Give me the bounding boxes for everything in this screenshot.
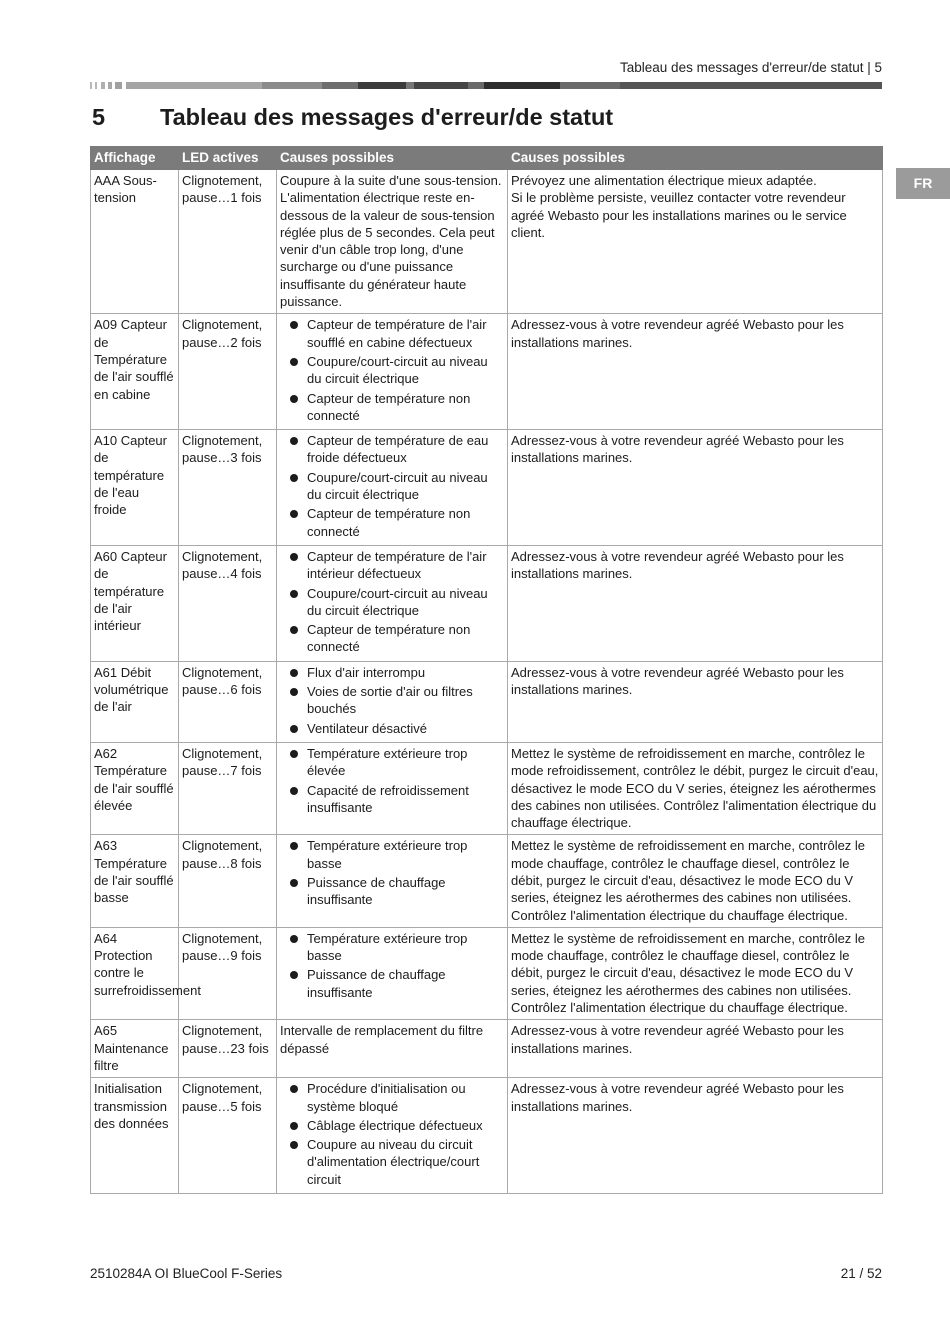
cell-led-pattern: Clignotement, pause…2 fois	[179, 314, 277, 430]
cell-led-pattern: Clignotement, pause…8 fois	[179, 835, 277, 927]
cause-item: Capteur de température non connecté	[280, 621, 504, 656]
cell-display: A63 Température de l'air soufflé basse	[91, 835, 179, 927]
cause-item: Coupure/court-circuit au niveau du circuit électrique	[280, 585, 504, 620]
causes-list	[280, 930, 504, 1001]
cell-led-pattern: Clignotement, pause…5 fois	[179, 1078, 277, 1194]
cell-causes	[277, 545, 508, 661]
cell-remedy: Adressez-vous à votre revendeur agréé Webasto pour les installations marines.	[508, 661, 883, 742]
causes-list	[280, 548, 504, 656]
cell-display: A60 Capteur de température de l'air intérieur	[91, 545, 179, 661]
column-header-display: Affichage	[91, 147, 179, 170]
cell-causes	[277, 430, 508, 546]
section-number: 5	[92, 104, 106, 130]
cell-causes	[277, 314, 508, 430]
cell-led-pattern: Clignotement, pause…7 fois	[179, 742, 277, 834]
cause-item: Coupure au niveau du circuit d'alimentation électrique/court circuit	[280, 1136, 504, 1188]
error-status-table	[90, 146, 883, 1194]
cause-item: Procédure d'initialisation ou système bloqué	[280, 1080, 504, 1115]
cell-causes: Intervalle de remplacement du filtre dépassé	[277, 1020, 508, 1078]
cause-item: Température extérieure trop élevée	[280, 745, 504, 780]
column-header-led: LED actives	[179, 147, 277, 170]
cause-item: Capteur de température non connecté	[280, 505, 504, 540]
cell-display: A61 Débit volumétrique de l'air	[91, 661, 179, 742]
cell-display: A10 Capteur de température de l'eau froide	[91, 430, 179, 546]
table-row	[91, 430, 883, 546]
cause-item: Puissance de chauffage insuffisante	[280, 966, 504, 1001]
footer-document-id: 2510284A OI BlueCool F-Series	[90, 1266, 283, 1281]
table-header-row	[91, 147, 883, 170]
cause-item: Câblage électrique défectueux	[280, 1117, 504, 1134]
cause-item: Capteur de température non connecté	[280, 390, 504, 425]
cause-item: Coupure/court-circuit au niveau du circuit électrique	[280, 353, 504, 388]
cell-remedy: Adressez-vous à votre revendeur agréé Webasto pour les installations marines.	[508, 1020, 883, 1078]
cell-causes	[277, 1078, 508, 1194]
cause-item: Coupure/court-circuit au niveau du circuit électrique	[280, 469, 504, 504]
section-title-text: Tableau des messages d'erreur/de statut	[160, 104, 614, 130]
table-row	[91, 1078, 883, 1194]
causes-list	[280, 745, 504, 816]
column-header-causes: Causes possibles	[277, 147, 508, 170]
cause-item: Capteur de température de l'air intérieur défectueux	[280, 548, 504, 583]
cell-led-pattern: Clignotement, pause…1 fois	[179, 170, 277, 314]
cause-item: Capteur de température de l'air soufflé en cabine défectueux	[280, 316, 504, 351]
causes-list	[280, 837, 504, 908]
causes-list	[280, 432, 504, 540]
cell-remedy: Adressez-vous à votre revendeur agréé Webasto pour les installations marines.	[508, 430, 883, 546]
cell-led-pattern: Clignotement, pause…4 fois	[179, 545, 277, 661]
cell-remedy: Prévoyez une alimentation électrique mieux adaptée. Si le problème persiste, veuillez contacter votre revendeur agréé Webasto pour les installations marines ou le service client.	[508, 170, 883, 314]
cell-led-pattern: Clignotement, pause…6 fois	[179, 661, 277, 742]
cell-causes	[277, 927, 508, 1019]
cell-display: A62 Température de l'air soufflé élevée	[91, 742, 179, 834]
cell-led-pattern: Clignotement, pause…23 fois	[179, 1020, 277, 1078]
table-row	[91, 661, 883, 742]
causes-list	[280, 664, 504, 737]
cause-item: Température extérieure trop basse	[280, 930, 504, 965]
cell-remedy: Mettez le système de refroidissement en marche, contrôlez le mode chauffage, contrôlez le chauffage diesel, contrôlez le débit, purgez le circuit d'eau, désactivez le mode ECO du V series, éteignez les aérothermes des cabines non utilisées. Contrôlez l'alimentation électrique du chauffage électrique.	[508, 927, 883, 1019]
table-row	[91, 927, 883, 1019]
cell-remedy: Mettez le système de refroidissement en marche, contrôlez le mode refroidissement, contrôlez le débit, purgez le circuit d'eau, désactivez le mode ECO du V series, éteignez les aérothermes des cabines non utilisées. Contrôlez l'alimentation électrique du chauffage électrique.	[508, 742, 883, 834]
causes-list	[280, 316, 504, 424]
language-tab-fr: FR	[896, 168, 950, 199]
table-row	[91, 545, 883, 661]
cell-remedy: Adressez-vous à votre revendeur agréé Webasto pour les installations marines.	[508, 1078, 883, 1194]
footer-page-number: 21 / 52	[840, 1266, 882, 1281]
cause-item: Voies de sortie d'air ou filtres bouchés	[280, 683, 504, 718]
cause-item: Ventilateur désactivé	[280, 720, 504, 737]
cause-item: Capacité de refroidissement insuffisante	[280, 782, 504, 817]
cell-display: AAA Sous-tension	[91, 170, 179, 314]
cause-item: Température extérieure trop basse	[280, 837, 504, 872]
cell-led-pattern: Clignotement, pause…9 fois	[179, 927, 277, 1019]
cell-causes	[277, 835, 508, 927]
cause-item: Capteur de température de eau froide défectueux	[280, 432, 504, 467]
cell-remedy: Adressez-vous à votre revendeur agréé Webasto pour les installations marines.	[508, 545, 883, 661]
table-row	[91, 170, 883, 314]
cell-led-pattern: Clignotement, pause…3 fois	[179, 430, 277, 546]
decorative-header-bar	[90, 82, 882, 89]
cell-display: A09 Capteur de Température de l'air soufflé en cabine	[91, 314, 179, 430]
cause-item: Flux d'air interrompu	[280, 664, 504, 681]
cell-causes: Coupure à la suite d'une sous-tension. L'alimentation électrique reste en-dessous de la valeur de sous-tension réglée plus de 5 secondes. Cela peut venir d'un câble trop long, d'une surcharge ou d'une puissance insuffisante du générateur haute puissance.	[277, 170, 508, 314]
cell-remedy: Adressez-vous à votre revendeur agréé Webasto pour les installations marines.	[508, 314, 883, 430]
running-header: Tableau des messages d'erreur/de statut | 5	[620, 60, 882, 75]
table-row	[91, 742, 883, 834]
cell-display: Initialisation transmission des données	[91, 1078, 179, 1194]
cause-item: Puissance de chauffage insuffisante	[280, 874, 504, 909]
cell-remedy: Mettez le système de refroidissement en marche, contrôlez le mode chauffage, contrôlez le chauffage diesel, contrôlez le débit, purgez le circuit d'eau, désactivez le mode ECO du V series, éteignez les aérothermes des cabines non utilisées. Contrôlez l'alimentation électrique du chauffage électrique.	[508, 835, 883, 927]
causes-list	[280, 1080, 504, 1188]
table-body	[91, 170, 883, 1194]
column-header-remedy: Causes possibles	[508, 147, 883, 170]
section-title	[92, 104, 613, 131]
table-row	[91, 1020, 883, 1078]
cell-causes	[277, 742, 508, 834]
cell-display: A65 Maintenance filtre	[91, 1020, 179, 1078]
table-row	[91, 835, 883, 927]
cell-display: A64 Protection contre le surrefroidissement	[91, 927, 179, 1019]
cell-causes	[277, 661, 508, 742]
table-row	[91, 314, 883, 430]
